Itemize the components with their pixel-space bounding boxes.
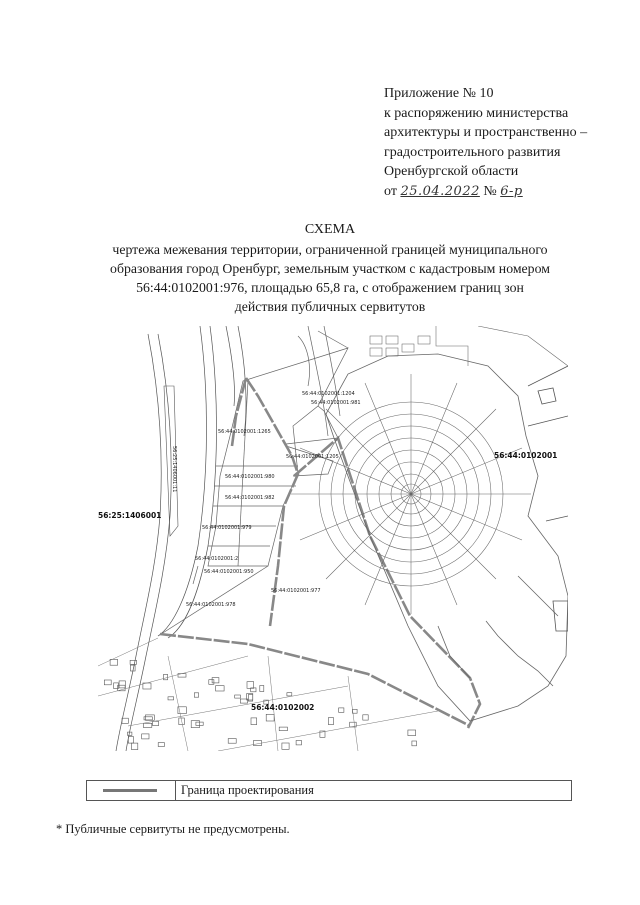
appendix-line: градостроительного развития (384, 144, 561, 160)
cadastral-map (98, 326, 568, 751)
appendix-date-line (384, 182, 634, 202)
document-title: СХЕМА (304, 222, 356, 237)
parcel-label-978: 56:44:0102001:978 (186, 602, 236, 608)
house-outline (104, 680, 111, 685)
house-outline (228, 739, 236, 744)
appendix-line: Оренбургской области (384, 164, 519, 179)
house-outline (266, 714, 274, 721)
parcel-label-979: 56:44:0102001:979 (202, 525, 252, 531)
parcel-label-982: 56:44:0102001:982 (225, 495, 275, 501)
description-line: образования город Оренбург, земельным участком с кадастровым номером (110, 261, 550, 276)
parcel-label-980: 56:44:0102001:980 (225, 474, 275, 480)
house-outline (191, 721, 199, 728)
house-outline (110, 659, 118, 665)
house-outline (235, 695, 241, 698)
house-outline (153, 721, 159, 725)
parcel-label-950: 56:44:0102001:950 (204, 569, 254, 575)
house-outline (339, 708, 344, 712)
legend-symbol-cell (87, 781, 176, 800)
parcel-label-977: 56:44:0102001:977 (271, 588, 321, 594)
north-parcels (370, 326, 568, 366)
parcel-label-2: 56:44:0102001:2 (195, 556, 239, 562)
legend (86, 780, 572, 801)
parcel-label-1265: 56:44:0102001:1265 (218, 429, 271, 435)
handwritten-date: 25.04.2022 (400, 183, 480, 199)
parcel-label-1204: 56:44:0102001:1204 (302, 391, 355, 397)
boundary-line-symbol (103, 789, 157, 792)
house-outline (130, 660, 136, 664)
house-outline (168, 697, 174, 700)
house-outline (212, 678, 219, 683)
quarter-label-west: 56:25:1406001 (98, 511, 162, 520)
parcel-label-1205: 56:44:0102001:1205 (286, 454, 339, 460)
appendix-number: Приложение № 10 (384, 86, 494, 101)
house-outline (260, 686, 264, 692)
house-outline (251, 718, 257, 725)
house-outline (282, 743, 289, 749)
house-outline (164, 674, 168, 679)
description-line: 56:44:0102001:976, площадью 65,8 га, с отображением границ зон (136, 280, 524, 295)
footnote: * Публичные сервитуты не предусмотрены. (56, 822, 290, 836)
quarter-label-east: 56:44:0102001 (494, 451, 558, 460)
house-outline (119, 681, 125, 688)
legend-label: Граница проектирования (181, 783, 314, 797)
quarter-label-south: 56:44:0102002 (251, 703, 315, 712)
date-prefix: от (384, 183, 397, 199)
house-outline (194, 693, 198, 697)
appendix-line: к распоряжению министерства (384, 105, 569, 121)
description-line: чертежа межевания территории, ограниченной границей муниципального (112, 242, 548, 257)
house-outline (142, 734, 149, 739)
house-outline (146, 715, 155, 720)
house-outline (122, 718, 128, 723)
number-prefix: № (483, 183, 497, 199)
house-outline (296, 741, 301, 745)
appendix-line: архитектуры и пространственно – (384, 125, 588, 140)
house-outline (143, 723, 152, 727)
west-road-strip (116, 326, 246, 751)
house-outline (328, 718, 333, 725)
parcel-label-981: 56:44:0102001:981 (311, 400, 361, 406)
cemetery-grid (291, 374, 531, 614)
appendix-header (384, 84, 634, 201)
house-outline (279, 727, 287, 731)
document-description (70, 240, 590, 316)
house-outline (158, 743, 164, 747)
east-buildings (528, 366, 568, 631)
house-outline (287, 693, 292, 696)
house-outline (132, 743, 138, 750)
house-outline (209, 680, 214, 685)
house-outline (408, 730, 416, 736)
house-outline (247, 682, 254, 689)
house-outline (128, 737, 133, 744)
description-line: действия публичных сервитутов (234, 299, 426, 314)
project-boundary (160, 378, 480, 728)
house-outline (363, 715, 368, 720)
small-vertical-label: 56:25:1406001:11 (171, 446, 177, 493)
house-outline (216, 686, 225, 691)
handwritten-number: 6-р (500, 183, 523, 199)
house-outline (412, 741, 417, 746)
